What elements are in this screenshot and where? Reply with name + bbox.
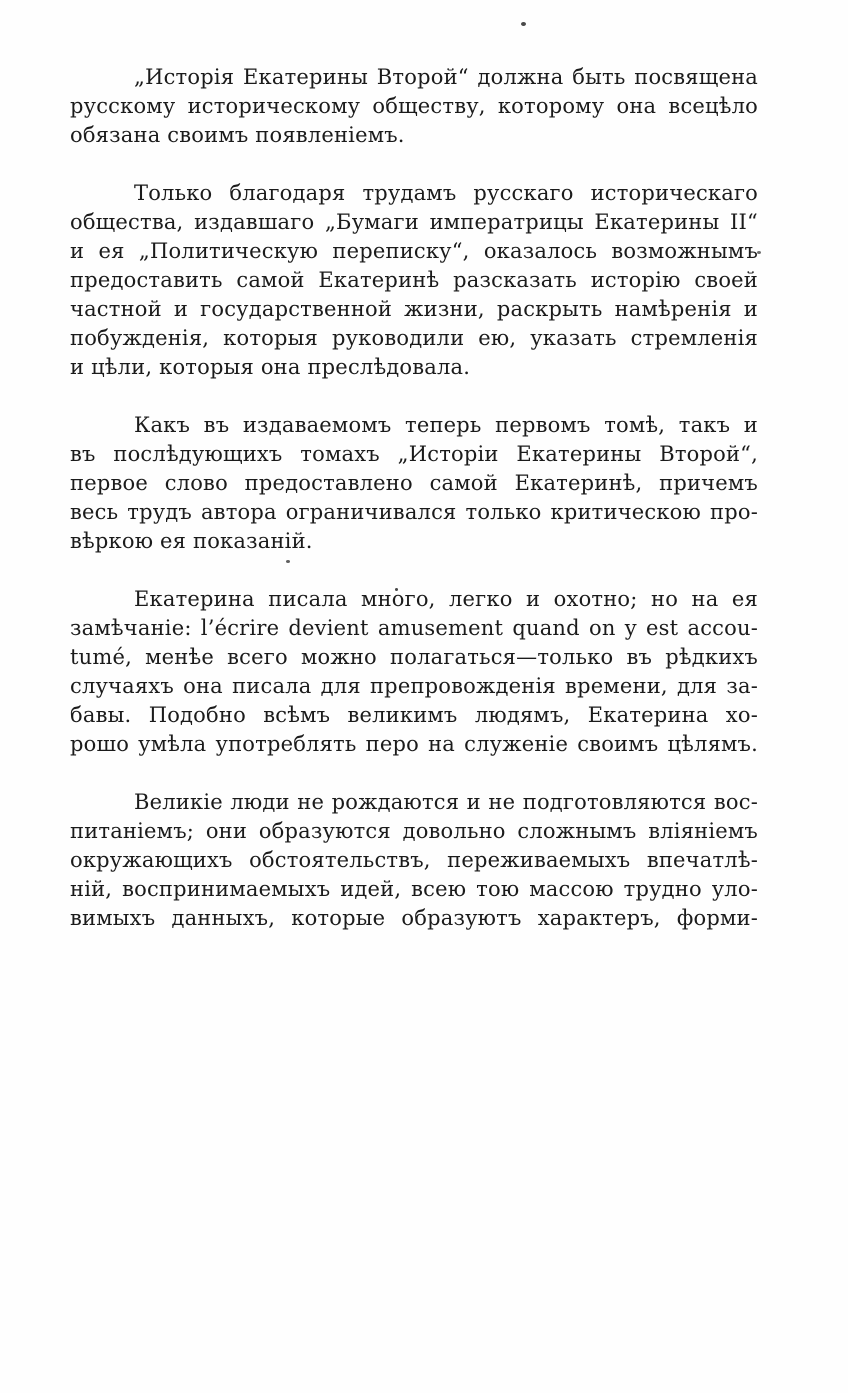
text-line: русскому историческому обществу, которому она всецѣло [70,94,758,118]
text-line: Какъ въ издаваемомъ теперь первомъ томѣ, такъ и [134,413,758,437]
text-line: рошо умѣла употреблять перо на служеніе своимъ цѣлямъ. [70,732,758,756]
text-line: весь трудъ автора ограничивался только критическою про- [70,500,758,524]
text-line: Только благодаря трудамъ русскаго историческаго [134,181,758,205]
text-line: питаніемъ; они образуются довольно сложнымъ вліяніемъ [70,819,758,843]
paragraph-5 [70,788,758,933]
text-line: предоставить самой Екатеринѣ разсказать исторію своей [70,268,758,292]
text-line: бавы. Подобно всѣмъ великимъ людямъ, Екатерина хо- [70,703,758,727]
paragraph-2 [70,179,758,382]
ink-speck [521,22,526,26]
text-line: ній, воспринимаемыхъ идей, всею тою массою трудно уло- [70,877,758,901]
text-line: общества, издавшаго „Бумаги императрицы Екатерины II“ [70,210,758,234]
text-line: tumé, менѣе всего можно полагаться—только въ рѣдкихъ [70,645,758,669]
paragraph-3 [70,411,758,556]
text-line: Екатерина писала много, легко и охотно; но на ея [134,587,758,611]
text-line: замѣчаніе: l’écrire devient amusement quand on y est accou- [70,616,758,640]
text-line: Великіе люди не рождаются и не подготовляются вос- [134,790,758,814]
paragraph-4 [70,585,758,759]
text-line: частной и государственной жизни, раскрыть намѣренія и [70,297,758,321]
text-line: и цѣли, которыя она преслѣдовала. [70,355,471,379]
paragraph-1 [70,63,758,150]
text-line: и ея „Политическую переписку“, оказалось возможнымъ [70,239,758,263]
text-line: окружающихъ обстоятельствъ, переживаемыхъ впечатлѣ- [70,848,758,872]
text-line: вимыхъ данныхъ, которые образуютъ характеръ, форми- [70,906,758,930]
text-line: „Исторія Екатерины Второй“ должна быть посвящена [134,65,758,89]
text-line: первое слово предоставлено самой Екатеринѣ, причемъ [70,471,758,495]
text-line: обязана своимъ появленіемъ. [70,123,405,147]
text-line: побужденія, которыя руководили ею, указать стремленія [70,326,758,350]
text-line: въ послѣдующихъ томахъ „Исторіи Екатерины Второй“, [70,442,758,466]
text-line: случаяхъ она писала для препровожденія времени, для за- [70,674,758,698]
page-text [70,63,758,962]
text-line: вѣркою ея показаній. [70,529,313,553]
